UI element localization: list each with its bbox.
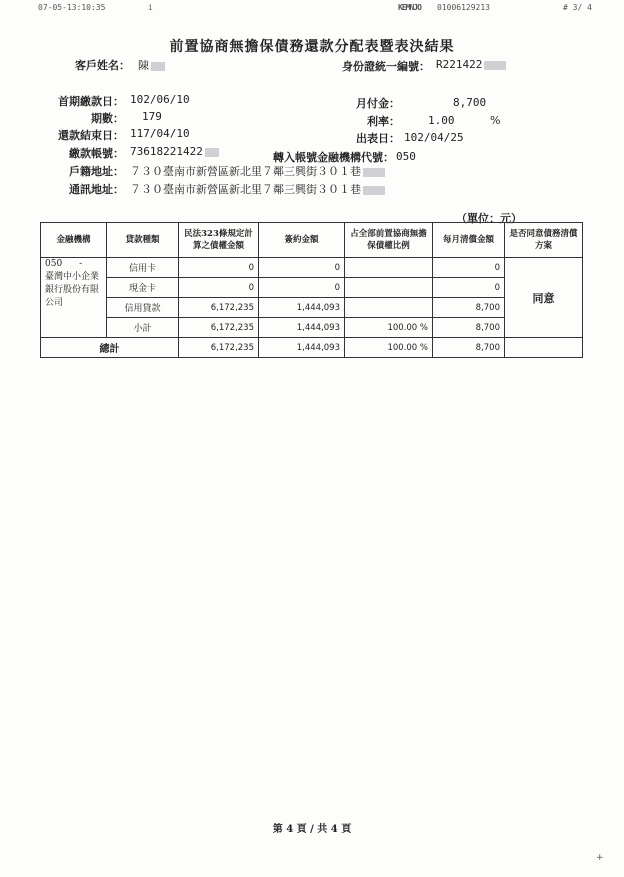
fax-header <box>0 3 624 17</box>
total-agreement-cell <box>505 338 583 358</box>
civil-amount: 0 <box>179 258 259 278</box>
civil-amount: 6,172,235 <box>179 298 259 318</box>
header-contract-amount: 簽約金額 <box>259 223 345 258</box>
redaction-block <box>205 148 219 157</box>
first-payment-date: 102/06/10 <box>130 93 190 106</box>
household-address: ７３０臺南市新營區新北里７鄰三興街３０１巷 <box>130 163 385 179</box>
loan-type: 信用貸款 <box>107 298 179 318</box>
ratio <box>345 298 433 318</box>
redaction-block <box>363 168 385 177</box>
id-number-label: 身份證統一編號： <box>342 60 430 73</box>
first-payment-label: 首期繳款日： <box>58 95 124 108</box>
periods-value: 179 <box>142 110 162 123</box>
contract-amount: 1,444,093 <box>259 298 345 318</box>
issue-date-label: 出表日： <box>356 132 400 145</box>
institution-code: 050 <box>45 259 63 269</box>
civil-amount: 0 <box>179 278 259 298</box>
contract-amount: 0 <box>259 258 345 278</box>
table-row <box>41 298 583 318</box>
account-label: 繳款帳號： <box>69 147 124 160</box>
interest-rate: 1.00 <box>428 114 455 127</box>
ratio <box>345 278 433 298</box>
issue-date: 102/04/25 <box>404 131 464 144</box>
header-ratio: 占全部前置協商無擔保債權比例 <box>345 223 433 258</box>
monthly-amount: 8,700 <box>433 318 505 338</box>
contract-amount: 0 <box>259 278 345 298</box>
monthly-payment-label: 月付金： <box>356 97 400 110</box>
header-monthly-payment: 每月清償金額 <box>433 223 505 258</box>
total-civil-amount: 6,172,235 <box>179 338 259 358</box>
monthly-amount: 0 <box>433 278 505 298</box>
table-row <box>41 318 583 338</box>
document-title: 前置協商無擔保債務還款分配表暨表決結果 <box>169 39 455 55</box>
redaction-block <box>151 62 165 71</box>
contract-amount: 1,444,093 <box>259 318 345 338</box>
header-institution: 金融機構 <box>41 223 107 258</box>
institution-cell <box>41 258 107 338</box>
account-number: 73618221422 <box>130 145 219 158</box>
loan-type: 信用卡 <box>107 258 179 278</box>
redaction-block <box>484 61 506 70</box>
distribution-table <box>40 222 583 358</box>
loan-type: 現金卡 <box>107 278 179 298</box>
institution-name: 臺灣中小企業銀行股份有限公司 <box>45 272 100 308</box>
mailing-address-label: 通訊地址： <box>69 183 124 196</box>
page-footer: 第 4 頁 / 共 4 頁 <box>272 824 352 835</box>
total-label: 總計 <box>41 338 179 358</box>
end-date: 117/04/10 <box>130 127 190 140</box>
monthly-amount: 0 <box>433 258 505 278</box>
transfer-bank-code-label: 轉入帳號金融機構代號： <box>273 151 394 164</box>
total-ratio: 100.00 % <box>345 338 433 358</box>
ratio <box>345 258 433 278</box>
fax-logo: KEMNJO <box>398 3 421 12</box>
monthly-amount: 8,700 <box>433 298 505 318</box>
civil-amount: 6,172,235 <box>179 318 259 338</box>
fax-datetime: 07-05-13:10:35 <box>38 3 106 12</box>
loan-type-subtotal: 小計 <box>107 318 179 338</box>
table-row <box>41 278 583 298</box>
table-row <box>41 258 583 278</box>
fax-mark: i <box>148 3 153 12</box>
unit-note: （單位：元） <box>456 212 522 225</box>
corner-mark: + <box>596 853 604 863</box>
fax-number: 01006129213 <box>437 3 490 12</box>
id-number: R221422 <box>436 58 506 71</box>
interest-rate-label: 利率： <box>367 115 400 128</box>
total-contract-amount: 1,444,093 <box>259 338 345 358</box>
agreement-cell: 同意 <box>505 258 583 338</box>
monthly-payment: 8,700 <box>453 96 487 109</box>
transfer-bank-code: 050 <box>396 150 416 163</box>
customer-name-label: 客戶姓名： <box>75 59 130 72</box>
header-agreement: 是否同意債務清償方案 <box>505 223 583 258</box>
redaction-block <box>363 186 385 195</box>
end-date-label: 還款結束日： <box>58 129 124 142</box>
table-header-row <box>41 223 583 258</box>
header-civil-law-amount: 民法323條規定計算之債權金額 <box>179 223 259 258</box>
total-monthly-amount: 8,700 <box>433 338 505 358</box>
periods-label: 期數： <box>91 112 124 125</box>
ratio: 100.00 % <box>345 318 433 338</box>
interest-rate-unit: % <box>490 114 501 127</box>
header-loan-type: 貸款種類 <box>107 223 179 258</box>
institution-mark: - <box>79 259 83 269</box>
fax-page: # 3/ 4 <box>563 3 592 12</box>
customer-name: 陳 <box>138 57 165 73</box>
total-row <box>41 338 583 358</box>
mailing-address: ７３０臺南市新營區新北里７鄰三興街３０１巷 <box>130 181 385 197</box>
household-address-label: 戶籍地址： <box>69 165 124 178</box>
